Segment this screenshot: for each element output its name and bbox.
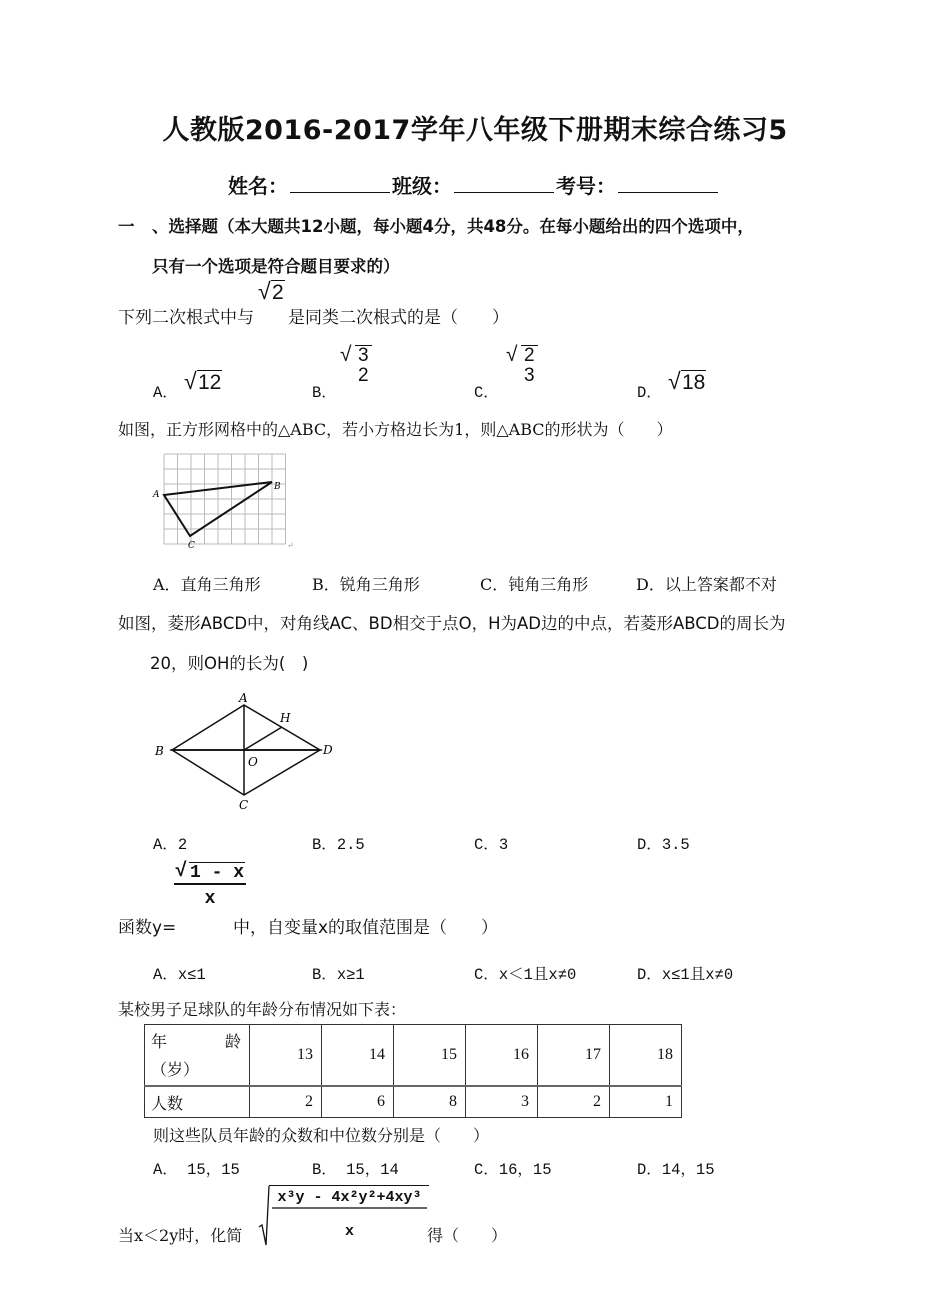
- q1-option-c-math: √ 2 3: [506, 345, 538, 386]
- table-cell: 16: [466, 1025, 538, 1087]
- q2-option-b[interactable]: B．锐角三角形: [312, 575, 420, 594]
- q4-stem-before: 函数y=: [118, 918, 177, 938]
- q2-option-a[interactable]: A．直角三角形: [153, 575, 261, 594]
- svg-text:C: C: [188, 541, 195, 551]
- radical-sign-icon: [258, 1185, 270, 1247]
- table-row-ages: [145, 1025, 682, 1087]
- exam-no-blank[interactable]: [618, 174, 718, 193]
- section-heading-line2: 只有一个选项是符合题目要求的）: [152, 257, 400, 276]
- q2-grid-triangle-figure: [150, 452, 300, 552]
- age-distribution-table: [144, 1024, 682, 1118]
- table-header-age: 年 龄 （岁）: [145, 1025, 250, 1087]
- table-row-counts: [145, 1086, 682, 1118]
- q4-option-a[interactable]: A．x≤1: [153, 966, 206, 984]
- svg-text:A: A: [153, 490, 160, 500]
- class-blank[interactable]: [454, 174, 554, 193]
- q1-stem-math: √ 2: [258, 280, 285, 305]
- table-cell: 2: [538, 1086, 610, 1118]
- q1-option-a-math: √ 12: [184, 370, 222, 395]
- q6-stem-after: 得（ ）: [427, 1226, 508, 1245]
- q1-option-c-label[interactable]: C．: [474, 384, 499, 402]
- exam-no-label: 考号：: [556, 174, 616, 198]
- q5-option-b[interactable]: B． 15，14: [312, 1161, 399, 1179]
- q4-stem-after: 中，自变量x的取值范围是（ ）: [233, 918, 499, 938]
- table-cell: 1: [610, 1086, 682, 1118]
- q1-option-d-label[interactable]: D．: [637, 384, 662, 402]
- table-cell: 13: [250, 1025, 322, 1087]
- svg-text:H: H: [280, 711, 291, 725]
- q1-option-b-math: √ 3 2: [340, 345, 372, 386]
- table-cell: 8: [394, 1086, 466, 1118]
- table-cell: 14: [322, 1025, 394, 1087]
- q3-option-b[interactable]: B．2.5: [312, 836, 365, 854]
- q4-fraction: √ 1 - x x: [174, 862, 246, 909]
- table-cell: 6: [322, 1086, 394, 1118]
- section-heading-line1: 、选择题（本大题共12小题，每小题4分，共48分。在每小题给出的四个选项中，: [152, 217, 754, 236]
- table-header-count: 人数: [145, 1086, 250, 1118]
- table-cell: 18: [610, 1025, 682, 1087]
- name-label: 姓名：: [228, 174, 288, 198]
- section-number: 一: [118, 217, 135, 236]
- q5-option-d[interactable]: D．14，15: [637, 1161, 715, 1179]
- q2-option-c[interactable]: C．钝角三角形: [480, 575, 589, 594]
- svg-text:B: B: [155, 744, 164, 758]
- q5-option-a[interactable]: A． 15，15: [153, 1161, 240, 1179]
- q3-option-a[interactable]: A．2: [153, 836, 188, 854]
- svg-text:A: A: [239, 691, 248, 705]
- svg-text:↵: ↵: [287, 541, 294, 550]
- q5-option-c[interactable]: C．16，15: [474, 1161, 552, 1179]
- table-cell: 3: [466, 1086, 538, 1118]
- q1-stem-after: 是同类二次根式的是（ ）: [288, 308, 509, 328]
- student-info-line: [228, 170, 720, 199]
- svg-text:D: D: [323, 743, 333, 757]
- document-title: 人教版2016-2017学年八年级下册期末综合练习5: [162, 115, 788, 146]
- q3-option-d[interactable]: D．3.5: [637, 836, 690, 854]
- q1-stem-before: 下列二次根式中与: [118, 308, 254, 328]
- q4-option-b[interactable]: B．x≥1: [312, 966, 365, 984]
- q3-option-c[interactable]: C．3: [474, 836, 509, 854]
- table-cell: 2: [250, 1086, 322, 1118]
- q1-option-a-label[interactable]: A．: [153, 384, 178, 402]
- q5-follow: 则这些队员年龄的众数和中位数分别是（ ）: [153, 1126, 490, 1145]
- q1-option-b-label[interactable]: B．: [312, 384, 337, 402]
- table-cell: 17: [538, 1025, 610, 1087]
- q6-stem-before: 当x＜2y时，化简: [118, 1226, 243, 1245]
- name-blank[interactable]: [290, 174, 390, 193]
- table-cell: 15: [394, 1025, 466, 1087]
- q2-option-d[interactable]: D．以上答案都不对: [636, 575, 777, 594]
- q1-option-d-math: √ 18: [668, 370, 706, 395]
- q2-stem: 如图，正方形网格中的△ABC，若小方格边长为1，则△ABC的形状为（ ）: [118, 420, 673, 439]
- svg-text:O: O: [248, 755, 258, 769]
- svg-text:B: B: [274, 482, 281, 492]
- q3-stem-line1: 如图，菱形ABCD中，对角线AC、BD相交于点O，H为AD边的中点，若菱形ABCD的周长为: [118, 614, 786, 633]
- q5-stem: 某校男子足球队的年龄分布情况如下表：: [118, 1000, 407, 1019]
- q3-rhombus-figure: [150, 690, 350, 815]
- q4-option-c[interactable]: C．x＜1且x≠0: [474, 966, 577, 984]
- class-label: 班级：: [392, 174, 452, 198]
- q4-option-d[interactable]: D．x≤1且x≠0: [637, 966, 734, 984]
- svg-text:C: C: [239, 798, 249, 812]
- q3-stem-line2: 20，则OH的长为( ): [150, 654, 309, 673]
